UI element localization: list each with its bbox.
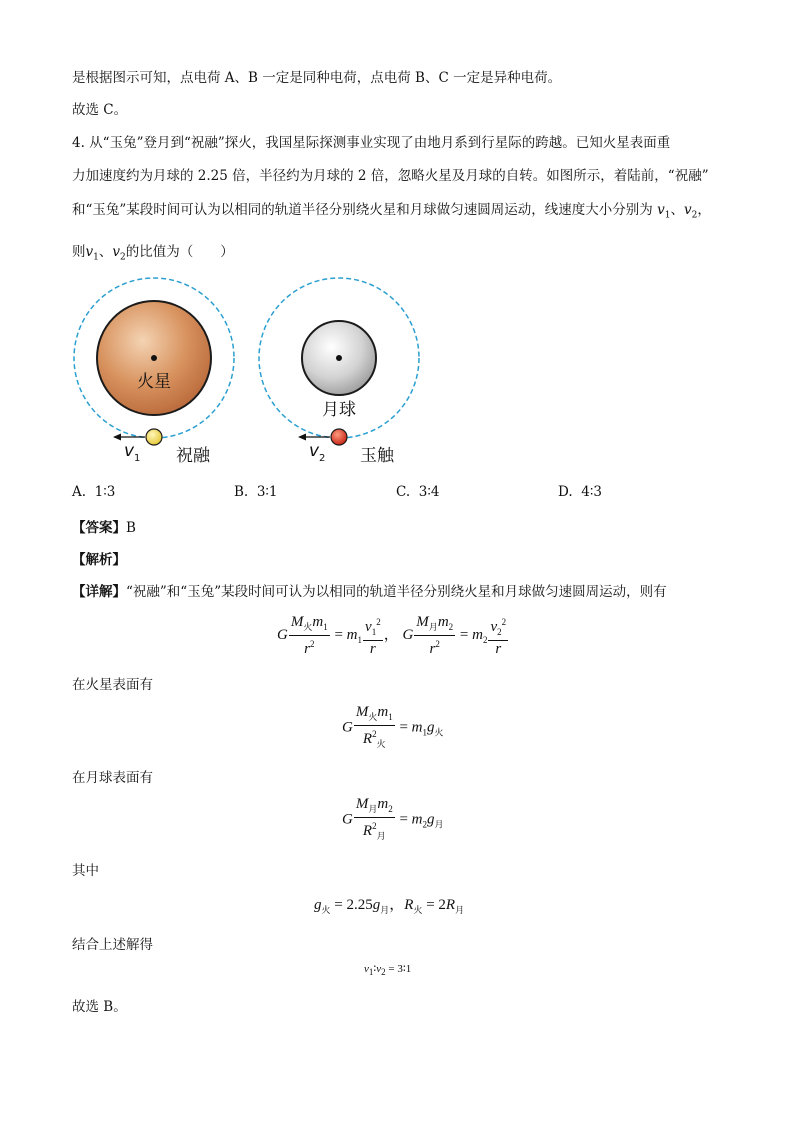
zhurong-probe (146, 429, 162, 445)
orbit-figure (0, 270, 794, 500)
v2-arrowhead (298, 434, 306, 441)
option-c[interactable] (396, 484, 439, 500)
var-v1: v (85, 244, 94, 260)
option-value: 4∶3 (581, 484, 602, 500)
var-v1: v (657, 202, 665, 218)
question-text: 和“玉兔”某段时间可认为以相同的轨道半径分别绕火星和月球做匀速圆周运动，线速度大小分别为 $v_1$、$v_2$， (72, 202, 711, 221)
option-letter: B. (234, 484, 249, 500)
yutu-label: 玉触 (360, 446, 394, 466)
mars-label: 火星 (137, 372, 171, 392)
v1-sub: 1 (134, 453, 141, 464)
question-text-part: 的比值为（ ） (125, 244, 234, 260)
v2-sub: 2 (319, 453, 326, 464)
mars-center-dot (151, 355, 157, 361)
question-text-part: 和“玉兔”某段时间可认为以相同的轨道半径分别绕火星和月球做匀速圆周运动，线速度大小分别为 (72, 202, 653, 218)
moon-center-dot (336, 355, 342, 361)
question-text: 力加速度约为月球的 2.25 倍，半径约为月球的 2 倍，忽略火星及月球的自转。如图所示，着陆前，“祝融” (72, 168, 709, 184)
detail-line (72, 580, 667, 600)
text-line: 其中 (72, 863, 99, 879)
option-letter: D. (558, 484, 573, 500)
zhurong-label: 祝融 (176, 446, 210, 466)
answer-label: 【答案】 (72, 520, 126, 536)
answer-value: B (126, 520, 136, 536)
option-value: 1∶3 (94, 484, 116, 500)
equation-result: $v_1∶v_2$ = 3∶1 (364, 963, 412, 978)
moon-label: 月球 (322, 400, 356, 420)
sub: 2 (120, 252, 126, 263)
option-b[interactable] (234, 484, 278, 500)
v1-arrowhead (113, 434, 121, 441)
option-value: 3∶4 (418, 484, 440, 500)
equation-relations: $g_火 = 2.25g_月$，$R_火 = 2R_月$ (314, 897, 465, 915)
var-v2: v (683, 202, 692, 218)
detail-label: 【详解】 (72, 584, 126, 600)
sub: 1 (664, 210, 671, 221)
yutu-probe (331, 429, 347, 445)
v2-label: v (309, 441, 320, 461)
answer-line (72, 516, 136, 536)
v1-label: v (124, 441, 135, 461)
text-line: 故选 C。 (72, 102, 128, 118)
question-text-part: 则 (72, 244, 86, 260)
question-text: 则$v_1$、$v_2$的比值为（ ） (72, 244, 234, 263)
sub: 2 (691, 210, 698, 221)
equation-mars-surface: G $\frac{M_火m_1}{R^2_火}$ = $m_1g_火$ (342, 704, 444, 749)
sub: 1 (93, 252, 99, 263)
detail-text: “祝融”和“玉兔”某段时间可认为以相同的轨道半径分别绕火星和月球做匀速圆周运动，则有 (126, 584, 667, 600)
text-line: 故选 B。 (72, 999, 127, 1015)
equation-moon-surface: G $\frac{M_月m_2}{R^2_月}$ = $m_2g_月$ (342, 796, 444, 841)
var-v2: v (112, 244, 121, 260)
text-line: 结合上述解得 (72, 937, 153, 953)
equation-orbit: G $\frac{M_火m_1}{r^2}$ = $m_1$ $\frac{v_1^2}{r}$ ， G $\frac{M_月m_2}{r^2}$ = $m_2$ $\frac{v_2^2}{r}$ (277, 614, 507, 657)
text-line: 在火星表面有 (72, 677, 153, 693)
option-value: 3∶1 (256, 484, 278, 500)
option-letter: C. (396, 484, 411, 500)
option-letter: A. (72, 484, 87, 500)
option-d[interactable] (558, 484, 602, 500)
option-a[interactable] (72, 484, 115, 500)
question-text: 4. 从“玉兔”登月到“祝融”探火，我国星际探测事业实现了由地月系到行星际的跨越。已知火星表面重 (72, 135, 671, 151)
text-line: 是根据图示可知，点电荷 A、B 一定是同种电荷，点电荷 B、C 一定是异种电荷。 (72, 70, 562, 86)
analysis-label: 【解析】 (72, 552, 126, 568)
text-line: 在月球表面有 (72, 770, 153, 786)
